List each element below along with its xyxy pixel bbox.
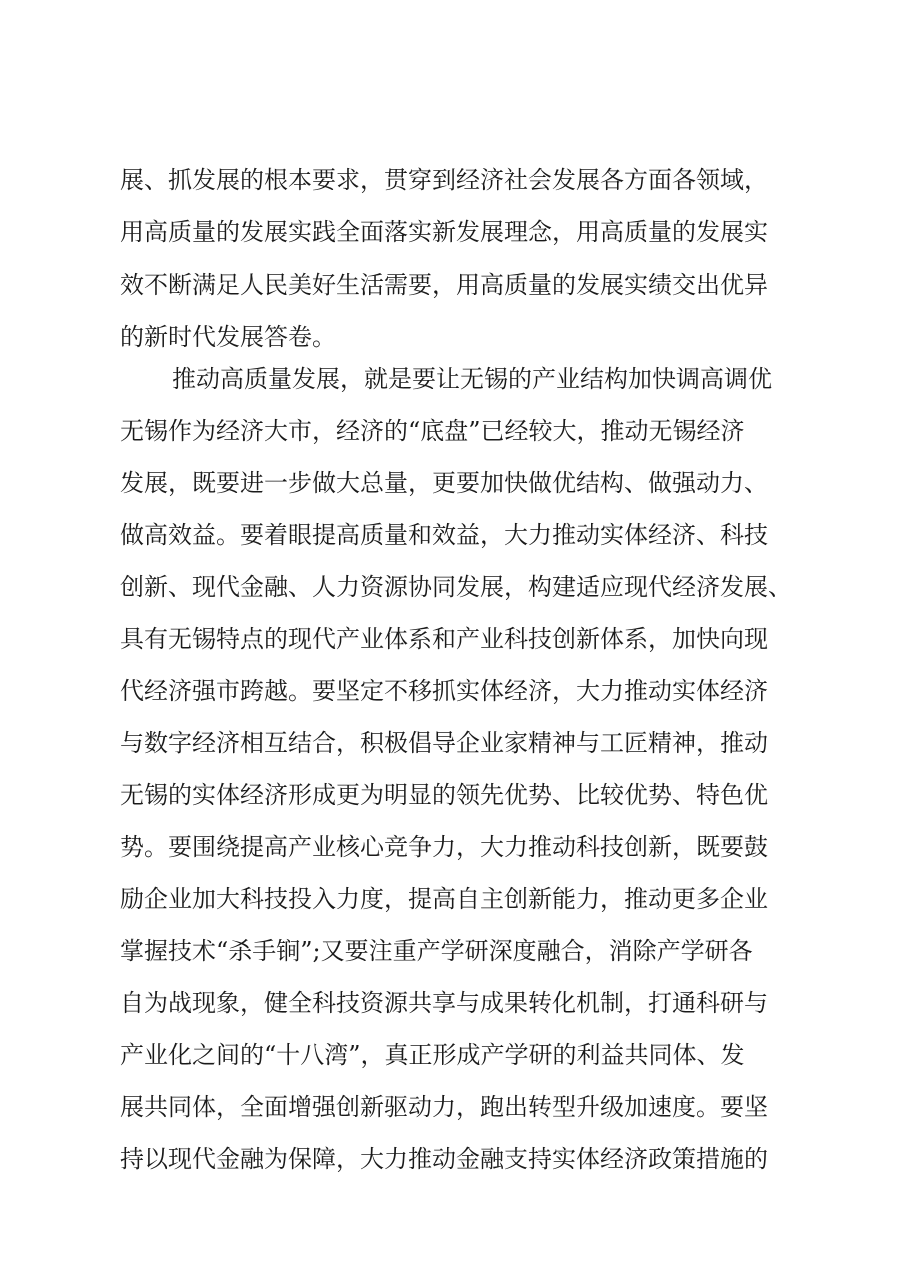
- text-line: 持以现代金融为保障，大力推动金融支持实体经济政策措施的: [120, 1145, 768, 1173]
- text-line: 展共同体，全面增强创新驱动力，跑出转型升级加速度。要坚: [120, 1093, 768, 1121]
- text-line: 用高质量的发展实践全面落实新发展理念，用高质量的发展实: [120, 218, 768, 246]
- text-line: 势。要围绕提高产业核心竞争力，大力推动科技创新，既要鼓: [120, 833, 768, 861]
- text-line: 创新、现代金融、人力资源协同发展，构建适应现代经济发展、: [120, 573, 792, 601]
- text-line: 做高效益。要着眼提高质量和效益，大力推动实体经济、科技: [120, 521, 768, 549]
- text-line: 的新时代发展答卷。: [120, 323, 336, 351]
- text-line: 励企业加大科技投入力度，提高自主创新能力，推动更多企业: [120, 885, 768, 913]
- text-line: 效不断满足人民美好生活需要，用高质量的发展实绩交出优异: [120, 271, 768, 299]
- paragraph-first-line: 推动高质量发展，就是要让无锡的产业结构加快调高调优: [172, 365, 772, 393]
- text-line: 产业化之间的“十八湾”，真正形成产学研的利益共同体、发: [120, 1041, 745, 1069]
- text-line: 与数字经济相互结合，积极倡导企业家精神与工匠精神，推动: [120, 729, 768, 757]
- text-line: 发展，既要进一步做大总量，更要加快做优结构、做强动力、: [120, 469, 768, 497]
- text-line: 无锡的实体经济形成更为明显的领先优势、比较优势、特色优: [120, 781, 768, 809]
- text-line: 具有无锡特点的现代产业体系和产业科技创新体系，加快向现: [120, 625, 768, 653]
- text-line: 掌握技术“杀手锏”;又要注重产学研深度融合，消除产学研各: [120, 937, 753, 965]
- text-line: 代经济强市跨越。要坚定不移抓实体经济，大力推动实体经济: [120, 677, 768, 705]
- text-line: 自为战现象，健全科技资源共享与成果转化机制，打通科研与: [120, 989, 768, 1017]
- text-line: 展、抓发展的根本要求，贯穿到经济社会发展各方面各领域，: [120, 166, 768, 194]
- text-line: 无锡作为经济大市，经济的“底盘”已经较大，推动无锡经济: [120, 417, 745, 445]
